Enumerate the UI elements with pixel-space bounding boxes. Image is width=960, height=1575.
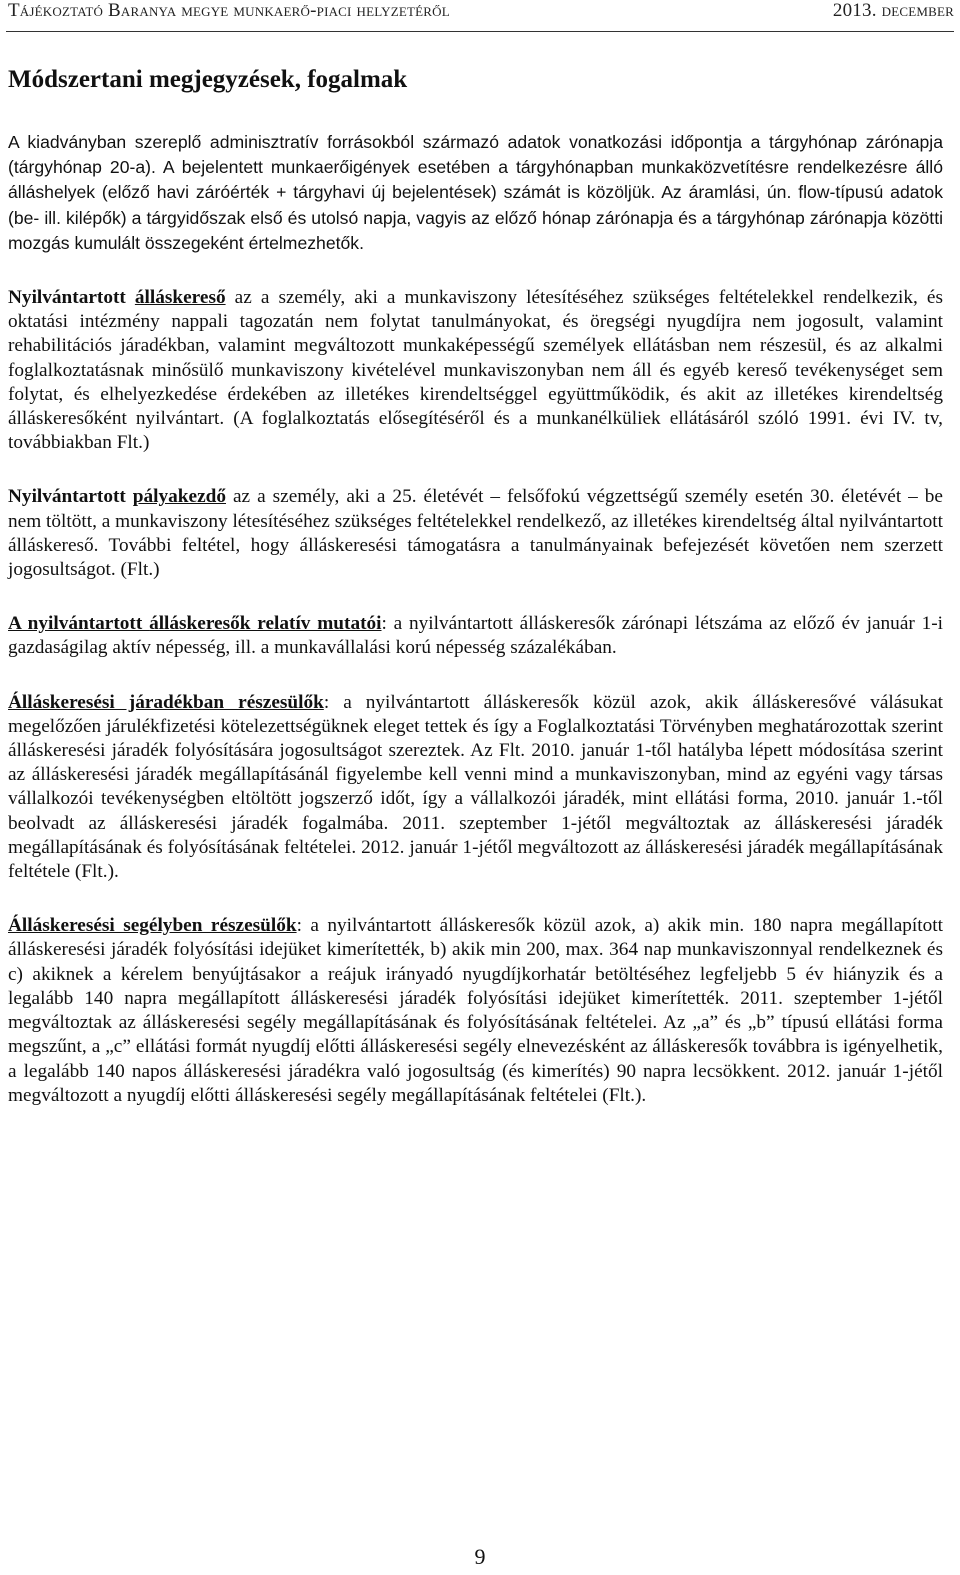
definition-term: álláskereső — [134, 287, 226, 309]
definition-term: álláskeresők relatív mutatói — [149, 613, 382, 635]
definition-text: : a nyilvántartott álláskeresők közül azok, akik álláskeresővé válásukat megelőzően járulékfizetési kötelezettségüknek eleget tettek és így a Foglalkoztatási Törvényben meghatározottak szerint álláskeresési járadék folyósítására jogosultságot szereztek. Az Flt. 2010. január 1-től hatályba lépett módosítása szerint az álláskeresési járadék megállapításánál figyelembe kell venni mind a munkaviszonyban, mind az egyéni vagy társas vállalkozói tevékenységben eltöltött jogszerző időt, így a vállalkozói járadék, mint ellátási forma, 2010. január 1.-től beolvadt az álláskeresési járadék fogalmába. 2011. szeptember 1-jétől megváltoztak az álláskeresési járadék megállapításának és folyósításának feltételei. 2012. január 1-jétől megváltozott az álláskeresési járadék megállapításának feltétele (Flt.). — [8, 691, 943, 883]
definition-term: pályakezdő — [132, 486, 227, 508]
definition-career-starter — [8, 485, 943, 582]
definition-term: Álláskeresési járadékban részesülők — [8, 691, 324, 713]
page-number: 9 — [474, 1544, 486, 1569]
header-title: Tájékoztató Baranya megye munkaerő-piaci helyzetéről — [8, 0, 450, 21]
header-date: 2013. december — [832, 0, 954, 21]
definition-jobseeker-allowance — [8, 691, 943, 885]
definition-prefix: Nyilvántartott — [8, 486, 133, 508]
definition-prefix: Nyilvántartott — [8, 287, 135, 309]
definition-text: : a nyilvántartott álláskeresők közül azok, a) akik min. 180 napra megállapított álláskeresési járadék folyósítási idejüket kimerítették, b) akik min 200, max. 364 nap munkaviszonnyal rendelkeznek és c) akiknek a kérelem benyújtásakor a reájuk irányadó nyugdíjkorhatár betöltéséhez legfeljebb 5 év hiányzik és a legalább 140 napra megállapított álláskeresési járadék folyósítási idejüket kimerítették. 2011. szeptember 1-jétől megváltoztak az álláskeresési segély megállapításának és folyósításának feltételei. Az „a” és „b” típusú ellátási forma megszűnt, a „c” ellátási formát nyugdíj előtti álláskeresési segély elnevezésként az álláskeresők továbbra is igényelhetik, a legalább 140 napos álláskeresési járadékra való jogosultság (és kimerítés) 90 napra lecsökkent. 2012. január 1-jétől megváltozott a nyugdíj előtti álláskeresési segély megállapításának feltételei (Flt.). — [8, 915, 943, 1106]
definition-text: : a nyilvántartott álláskeresők zárónapi létszáma az előző év január 1-i gazdaságilag aktív népesség, ill. a munkavállalási korú népesség százalékában. — [8, 613, 944, 659]
definition-term: Álláskeresési segélyben részesülők — [8, 915, 297, 937]
definition-text: az a személy, aki a 25. életévét – felsőfokú végzettségű személy esetén 30. életévét – be nem töltött, a munkaviszony létesítéséhez szükséges feltételekkel rendelkező, az illetékes kirendeltség által nyilvántartott álláskereső. További feltétel, hogy álláskeresési támogatásra a tanulmányainak befejezését követően nem szerzett jogosultságot. (Flt.) — [8, 486, 943, 581]
running-header — [8, 0, 954, 28]
definition-text: az a személy, aki a munkaviszony létesítéséhez szükséges feltételekkel rendelkezik, és oktatási intézmény nappali tagozatán nem folytat tanulmányokat, és öregségi nyugdíjra nem jogosult, valamint rehabilitációs járadékban, valamint megváltozott munkaképességű személyek ellátásban nem részesül, és az alkalmi foglalkoztatásnak minősülő munkaviszony kivételével munkaviszonyban nem áll és egyéb kereső tevékenységet sem folytat, és elhelyezkedése érdekében az illetékes kirendeltséggel együttműködik, és akit az illetékes kirendeltség álláskeresőként nyilvántart. (A foglalkoztatás elősegítéséről és a munkanélküliek ellátásáról szóló 1991. évi IV. tv, továbbiakban Flt.) — [8, 287, 943, 454]
definition-relative-indicators — [8, 612, 943, 660]
definition-registered-jobseeker — [8, 286, 943, 455]
definition-prefix: A nyilvántartott — [8, 613, 150, 635]
intro-sentence-2: A bejelentett munkaerőigények esetében a tárgyhónapban munkaközvetítésre rendelkezésre álló álláshelyek (előző havi záróérték + tárgyhavi új bejelentések) számát is közöljük. Az áramlási, ún. flow-típusú adatok (be- ill. kilépők) a tárgyidőszak első és utolsó napja, vagyis az előző hónap zárónapja és a tárgyhónap zárónapja közötti mozgás kumulált összegeként értelmezhetők. — [8, 157, 943, 253]
section-title: Módszertani megjegyzések, fogalmak — [8, 66, 408, 93]
definition-jobseeker-aid — [8, 914, 943, 1108]
header-divider — [6, 31, 954, 32]
intro-paragraph — [8, 130, 943, 256]
intro-sentence-1: A kiadványban szereplő adminisztratív forrásokból származó adatok vonatkozási időpontja a tárgyhónap zárónapja (tárgyhónap 20-a). — [8, 132, 943, 178]
body-text — [8, 130, 943, 1138]
